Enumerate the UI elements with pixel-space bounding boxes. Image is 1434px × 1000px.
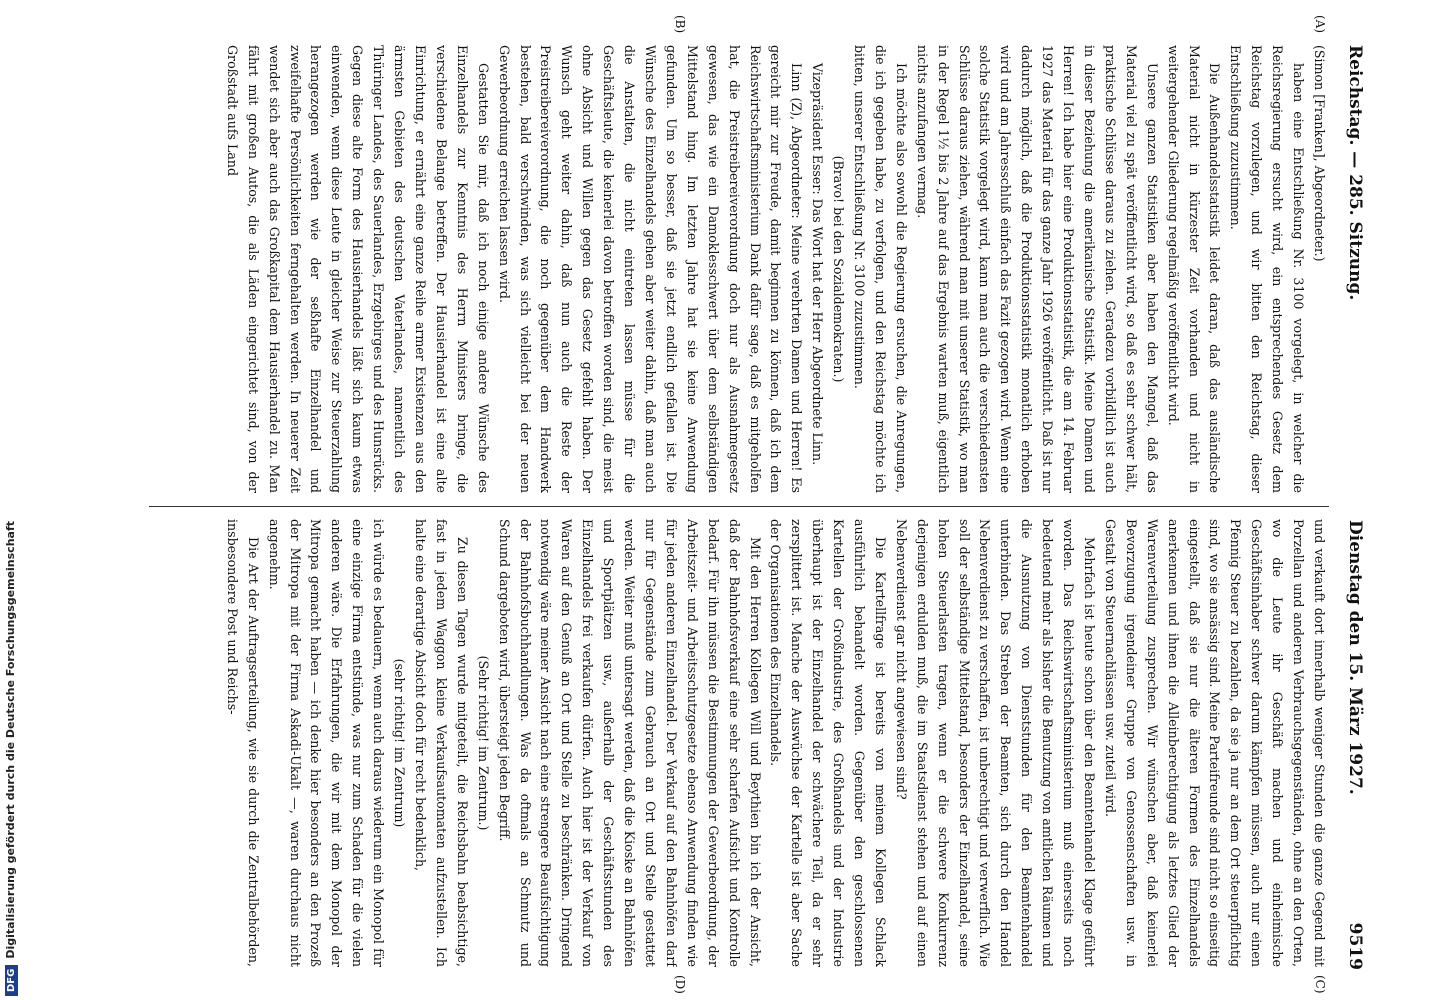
- footer-band: [0, 0, 22, 1000]
- header-date: Dienstag den 15. März 1927.: [1345, 520, 1365, 795]
- paragraph: (Simon [Franken], Abgeordneter.): [1312, 45, 1327, 262]
- margin-marker-b: (B): [673, 15, 687, 34]
- interjection-note: (sehr richtig! im Zentrum): [392, 658, 408, 828]
- column-divider: [149, 506, 1329, 507]
- paragraph: Die Art der Auftragserteilung, wie sie durch die Zentralbehörden, insbesondere Post und Reichs-: [224, 519, 261, 967]
- right-text-column: [99, 519, 1329, 967]
- rotated-document-page: [87, 15, 1367, 994]
- digitization-credit: [4, 521, 18, 996]
- applause-note: (Bravo! bei den Sozialdemokraten.): [831, 155, 847, 383]
- paragraph: ich würde es bedauern, wenn auch daraus wiederum ein Monopol für eine einzige Firma entstünde, was nur zum Schaden für die vielen anderen wäre. Die Erfahrungen, die wir mit dem Monopol der Mitropa gemacht haben — ich denke hier besonders an den Prozeß der Mitropa mit der Firma Askadi-Ukalt —, waren durchaus nicht angenehm.: [266, 519, 387, 967]
- paragraph: Ich möchte also sowohl die Regierung ersuchen, die Anregungen, die ich gegeben habe, zu verfolgen, und den Reichstag möchte ich bitten, unserer Entschließung Nr. 3100 zuzustimmen.: [852, 45, 909, 493]
- interjection-note: (Sehr richtig! im Zentrum.): [475, 655, 491, 831]
- margin-marker-a: (A): [1313, 15, 1327, 34]
- paragraph: Die Kartellfrage ist bereits von meinem Kollegen Schlack ausführlich behandelt worden. Gegenüber den geschlossenen Kartellen der Großindustrie, des Großhandels und der Industrie überhaupt ist der Einzelhandel der schwächere Teil, da er sehr zersplittert ist. Manche der Auswüchse der Kartelle ist aber Sache der Organisationen des Einzelhandels.: [768, 519, 888, 967]
- paragraph: Gestatten Sie mir, daß ich noch einige andere Wünsche des Einzelhandels zur Kenntnis des Herrn Ministers bringe, die verschiedene Belange betreffen. Der Hausierhandel ist eine alte Einrichtung, er ernährt eine ganze Reihe armer Existenzen aus den ärmsten Gebieten des deutschen Vaterlandes, namentlich des Thüringer Landes, des Sauerlandes, Erzgebirges und des Hunsrücks. Gegen diese alte Form des Hausierhandels läßt sich kaum etwas einwenden, wenn diese Leute in gleicher Weise zur Steuerzahlung herangezogen werden wie der seßhafte Einzelhandel und zweifelhafte Persönlichkeiten ferngehalten werden. In neuerer Zeit wendet sich aber auch das Großkapital dem Hausierhandel zu. Man fährt mit großen Autos, die als Läden eingerichtet sind, von der Großstadt aufs Land: [224, 45, 491, 493]
- paragraph: Mehrfach ist heute schon über den Beamtenhandel Klage geführt worden. Das Reichswirtschaftsministerium muß einerseits noch bedeutend mehr als bisher die Benutzung von amtlichen Räumen und die Ausnutzung von Dienststunden für den Beamtenhandel unterbinden. Das Streben der Beamten, sich durch den Handel Nebenverdienst zu verschaffen, ist unberechtigt und verwerflich. Wie soll der selbständige Mittelstand, besonders der Einzelhandel, seine hohen Steuerlasten tragen, wenn er die schwere Konkurrenz derjenigen erdulden muß, die im Staatsdienst stehen und auf einen Nebenverdienst gar nicht angewiesen sind?: [893, 519, 1098, 967]
- paragraph: Unsere ganzen Statistiken aber haben den Mangel, daß das Material viel zu spät veröffentlicht wird, so daß es sehr schwer hält, praktische Schlüsse daraus zu ziehen. Geradezu vorbildlich ist auch in dieser Beziehung die amerikanische Statistik. Meine Damen und Herren! Ich habe hier eine Produktionsstatistik, die am 14. Februar 1927 das Material für das ganze Jahr 1926 veröffentlicht. Daß ist nur dadurch möglich, daß die Produktionsstatistik monatlich erhoben wird und am Jahresschluß einfach das Fazit gezogen wird. Wenn eine solche Statistik vorgelegt wird, kann man auch die verschiedensten Schlüsse daraus ziehen, während man mit unserer Statistik, wo man in der Regel 1½ bis 2 Jahre auf das Ergebnis warten muß, eigentlich nichts anzufangen vermag.: [914, 45, 1160, 493]
- paragraph: haben eine Entschließung Nr. 3100 vorgelegt, in welcher die Reichsregierung ersucht wird, ein entsprechendes Gesetz dem Reichstag vorzulegen, und wir bitten den Reichstag, dieser Entschließung zuzustimmen.: [1228, 45, 1307, 493]
- paragraph: Vizepräsident Esser: Das Wort hat der Herr Abgeordnete Linn.: [810, 63, 826, 466]
- header-session: Reichstag. — 285. Sitzung.: [1345, 45, 1365, 301]
- paragraph: Linn (Z), Abgeordneter: Meine verehrten Damen und Herren! Es gereicht mir zur Freude, damit beginnen zu können, daß ich dem Reichswirtschaftsministerium Dank dafür sage, daß es mitgeholfen hat, die Preistreibereiverordnung doch nur als Ausnahmegesetz gewesen, das wie ein Damoklesschwert über dem selbständigen Mittelstand hing. Im letzten Jahre hat sie keine Anwendung gefunden. Um so besser, daß sie jetzt endlich gefallen ist. Die Wünsche des Einzelhandels gehen aber weiter dahin, daß man auch die Anstalten, die nicht eintreten lassen müsse für die Geschäftsleute, die keinerlei davon betroffen worden sind, die meist ohne Absicht und Willen gegen das Gesetz gefehlt haben. Der Wunsch geht weiter dahin, daß nun auch die Reste der Preistreibereiverordnung, die noch gegenüber dem Handwerk bestehen, bald verschwinden, was sich vielleicht bei der neuen Gewerbeordnung erreichen lassen wird.: [496, 45, 805, 493]
- header-page-number: 9519: [1345, 922, 1365, 970]
- margin-marker-d: (D): [673, 975, 687, 994]
- paragraph: Zu diesen Tagen wurde mitgeteilt, die Reichsbahn beabsichtige, fast in jedem Waggon kleine Verkaufsautomaten aufzustellen. Ich halte eine derartige Absicht doch für recht bedenklich,: [413, 519, 470, 967]
- paragraph: und verkauft dort innerhalb weniger Stunden die ganze Gegend mit Porzellan und anderen Verbrauchsgegenständen, ohne an den Orten, wo die Leute ihr Geschäft machen und einheimische Geschäftsinhaber schwer darum kämpfen müssen, auch nur einen Pfennig Steuer zu bezahlen, da sie ja nur an dem Ort steuerpflichtig sind, wo sie ansässig sind. Meine Parteifreunde sind nicht so einseitig eingestellt, daß sie nur die älteren Formen des Einzelhandels anerkennen und ihnen die Alleinberechtigung als letztes Glied der Warenverteilung zusprechen. Wir wünschen aber, daß keinerlei Bevorzugung irgendeiner Gruppe von Genossenschaften usw. in Gestalt von Steuernachlässen usw. zuteil wird.: [1102, 519, 1327, 967]
- credit-text: Digitalisierung gefördert durch die Deutsche Forschungsgemeinschaft: [4, 520, 17, 959]
- dfg-logo: DFG: [5, 965, 18, 996]
- page-header: [1341, 45, 1367, 970]
- paragraph: Die Außenhandelsstatistik leidet daran, daß das ausländische Material nicht in kürzester Zeit vorhanden und nicht in weitergehender Gliederung regelmäßig veröffentlicht wird.: [1165, 45, 1223, 493]
- left-text-column: [99, 45, 1329, 493]
- paragraph: Mit den Herren Kollegen Will und Beythien bin ich der Ansicht, daß der Bahnhofsverkauf eine sehr scharfen Aufsicht und Kontrolle bedarf. Für ihn müssen die Bestimmungen der Gewerbeordnung, der Arbeitszeit- und Arbeitsschutzgesetze ebenso Anwendung finden wie für jeden anderen Einzelhandel. Der Verkauf auf den Bahnhöfen darf nur für Gegenstände zum Gebrauch an Ort und Stelle gestattet werden. Weiter muß untersagt werden, daß die Kioske an Bahnhöfen und Sportplätzen usw., außerhalb der Geschäftsstunden des Einzelhandels frei verkaufen dürfen. Auch hier ist der Verkauf von Waren auf den Genuß an Ort und Stelle zu beschränken. Dringend notwendig wäre meiner Ansicht nach eine strengere Beaufsichtigung der Bahnhofsbuchhandlungen. Was da oftmals an Schmutz und Schund dargeboten wird, übersteigt jeden Begriff.: [496, 519, 763, 967]
- margin-marker-c: (C): [1313, 975, 1327, 994]
